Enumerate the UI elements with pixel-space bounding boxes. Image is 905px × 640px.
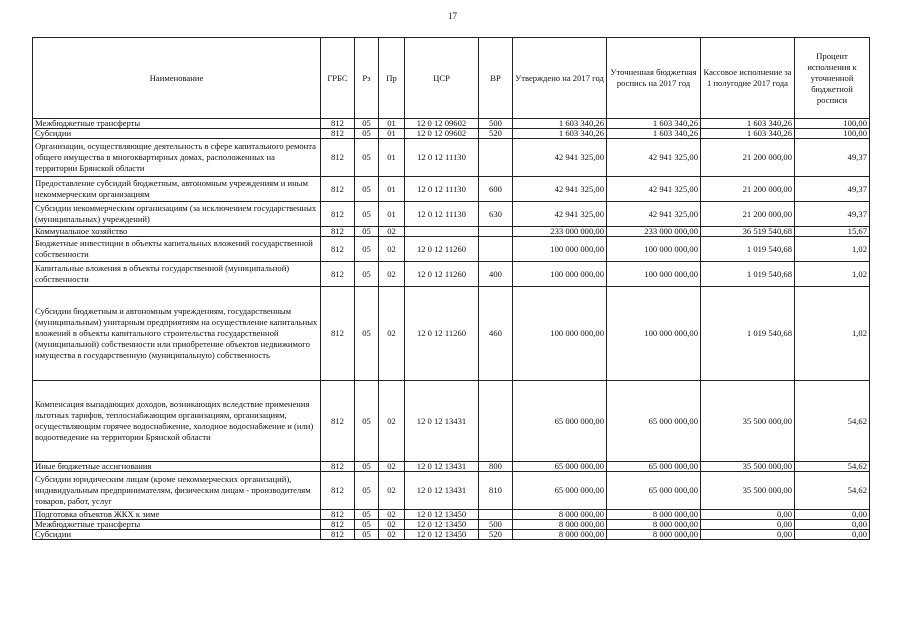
table-row <box>33 227 870 237</box>
row-rz-cell: 05 <box>355 530 379 540</box>
row-pr-cell: 02 <box>379 381 405 462</box>
row-pr-cell: 02 <box>379 510 405 520</box>
row-name-cell: Межбюджетные трансферты <box>33 119 321 129</box>
row-vr-cell: 460 <box>479 287 513 381</box>
row-cash-cell: 0,00 <box>701 530 795 540</box>
row-pr-cell: 02 <box>379 227 405 237</box>
row-rz-cell: 05 <box>355 381 379 462</box>
row-approved-cell: 42 941 325,00 <box>513 202 607 227</box>
row-csr-cell: 12 0 12 13431 <box>405 381 479 462</box>
row-approved-cell: 1 603 340,26 <box>513 119 607 129</box>
row-percent-cell: 100,00 <box>795 129 870 139</box>
row-csr-cell: 12 0 12 09602 <box>405 129 479 139</box>
row-cash-cell: 1 019 540,68 <box>701 237 795 262</box>
row-rz-cell: 05 <box>355 462 379 472</box>
header-csr: ЦСР <box>405 38 479 119</box>
row-name-cell: Субсидии <box>33 129 321 139</box>
row-name-cell: Субсидии некоммерческим организациям (за исключением государственных (муниципальных) учреждений) <box>33 202 321 227</box>
row-vr-cell <box>479 510 513 520</box>
row-refined-cell: 8 000 000,00 <box>607 530 701 540</box>
row-name-cell: Подготовка объектов ЖКХ к зиме <box>33 510 321 520</box>
row-vr-cell: 520 <box>479 530 513 540</box>
row-pr-cell: 02 <box>379 462 405 472</box>
header-pr: Пр <box>379 38 405 119</box>
row-name-cell: Предоставление субсидий бюджетным, автономным учреждениям и иным некоммерческим организациям <box>33 177 321 202</box>
row-rz-cell: 05 <box>355 227 379 237</box>
row-csr-cell: 12 0 12 11130 <box>405 202 479 227</box>
row-rz-cell: 05 <box>355 237 379 262</box>
row-rz-cell: 05 <box>355 177 379 202</box>
row-csr-cell: 12 0 12 13431 <box>405 472 479 510</box>
row-rz-cell: 05 <box>355 510 379 520</box>
row-pr-cell: 01 <box>379 119 405 129</box>
header-name: Наименование <box>33 38 321 119</box>
row-grbs-cell: 812 <box>321 520 355 530</box>
row-approved-cell: 100 000 000,00 <box>513 262 607 287</box>
row-cash-cell: 21 200 000,00 <box>701 139 795 177</box>
row-csr-cell: 12 0 12 13450 <box>405 530 479 540</box>
row-name-cell: Бюджетные инвестиции в объекты капитальных вложений государственной собственности <box>33 237 321 262</box>
row-name-cell: Коммунальное хозяйство <box>33 227 321 237</box>
row-vr-cell: 500 <box>479 520 513 530</box>
header-refined: Уточненная бюджетная роспись на 2017 год <box>607 38 701 119</box>
row-approved-cell: 42 941 325,00 <box>513 139 607 177</box>
row-name-cell: Организации, осуществляющие деятельность в сфере капитального ремонта общего имущества в многоквартирных домах, расположенных на территории Брянской области <box>33 139 321 177</box>
table-row <box>33 129 870 139</box>
row-rz-cell: 05 <box>355 129 379 139</box>
row-cash-cell: 21 200 000,00 <box>701 202 795 227</box>
row-name-cell: Межбюджетные трансферты <box>33 520 321 530</box>
row-vr-cell: 630 <box>479 202 513 227</box>
row-percent-cell: 54,62 <box>795 462 870 472</box>
row-percent-cell: 54,62 <box>795 472 870 510</box>
header-rz: Рз <box>355 38 379 119</box>
row-vr-cell: 800 <box>479 462 513 472</box>
row-refined-cell: 42 941 325,00 <box>607 177 701 202</box>
row-csr-cell: 12 0 12 13450 <box>405 510 479 520</box>
row-grbs-cell: 812 <box>321 262 355 287</box>
row-approved-cell: 1 603 340,26 <box>513 129 607 139</box>
row-pr-cell: 01 <box>379 139 405 177</box>
header-vr: ВР <box>479 38 513 119</box>
table-body <box>33 119 870 540</box>
row-approved-cell: 8 000 000,00 <box>513 530 607 540</box>
row-grbs-cell: 812 <box>321 381 355 462</box>
table-row <box>33 530 870 540</box>
row-refined-cell: 65 000 000,00 <box>607 462 701 472</box>
header-cash: Кассовое исполнение за 1 полугодие 2017 года <box>701 38 795 119</box>
row-grbs-cell: 812 <box>321 119 355 129</box>
row-name-cell: Иные бюджетные ассигнования <box>33 462 321 472</box>
row-refined-cell: 42 941 325,00 <box>607 202 701 227</box>
row-grbs-cell: 812 <box>321 287 355 381</box>
row-refined-cell: 42 941 325,00 <box>607 139 701 177</box>
row-pr-cell: 01 <box>379 129 405 139</box>
row-name-cell: Субсидии юридическим лицам (кроме некоммерческих организаций), индивидуальным предпринимателям, физическим лицам - производителям товаров, работ, услуг <box>33 472 321 510</box>
row-cash-cell: 1 603 340,26 <box>701 119 795 129</box>
row-csr-cell: 12 0 12 13431 <box>405 462 479 472</box>
row-grbs-cell: 812 <box>321 510 355 520</box>
row-pr-cell: 01 <box>379 177 405 202</box>
row-vr-cell: 600 <box>479 177 513 202</box>
table-row <box>33 510 870 520</box>
row-percent-cell: 49,37 <box>795 177 870 202</box>
table-header-row <box>33 38 870 119</box>
page-number: 17 <box>448 11 457 21</box>
row-rz-cell: 05 <box>355 119 379 129</box>
row-vr-cell <box>479 381 513 462</box>
row-vr-cell: 500 <box>479 119 513 129</box>
row-approved-cell: 65 000 000,00 <box>513 381 607 462</box>
row-cash-cell: 0,00 <box>701 520 795 530</box>
row-rz-cell: 05 <box>355 202 379 227</box>
row-vr-cell: 400 <box>479 262 513 287</box>
row-name-cell: Компенсация выпадающих доходов, возникающих вследствие применения льготных тарифов, теплоснабжающим организациям, организациям, осуществляющим горячее водоснабжение, холодное водоснабжение и (или) водоотведение на территории Брянской области <box>33 381 321 462</box>
row-cash-cell: 35 500 000,00 <box>701 462 795 472</box>
row-approved-cell: 65 000 000,00 <box>513 472 607 510</box>
header-grbs: ГРБС <box>321 38 355 119</box>
table-row <box>33 462 870 472</box>
table-row <box>33 381 870 462</box>
row-cash-cell: 1 603 340,26 <box>701 129 795 139</box>
row-approved-cell: 42 941 325,00 <box>513 177 607 202</box>
table-row <box>33 287 870 381</box>
table-row <box>33 520 870 530</box>
row-refined-cell: 8 000 000,00 <box>607 510 701 520</box>
row-grbs-cell: 812 <box>321 202 355 227</box>
row-vr-cell <box>479 139 513 177</box>
row-refined-cell: 8 000 000,00 <box>607 520 701 530</box>
row-csr-cell: 12 0 12 11260 <box>405 237 479 262</box>
row-grbs-cell: 812 <box>321 139 355 177</box>
table-row <box>33 119 870 129</box>
header-approved: Утверждено на 2017 год <box>513 38 607 119</box>
row-csr-cell <box>405 227 479 237</box>
row-refined-cell: 100 000 000,00 <box>607 262 701 287</box>
row-percent-cell: 100,00 <box>795 119 870 129</box>
row-approved-cell: 100 000 000,00 <box>513 287 607 381</box>
row-grbs-cell: 812 <box>321 237 355 262</box>
row-rz-cell: 05 <box>355 139 379 177</box>
row-refined-cell: 1 603 340,26 <box>607 129 701 139</box>
row-name-cell: Субсидии <box>33 530 321 540</box>
row-vr-cell: 810 <box>479 472 513 510</box>
row-pr-cell: 02 <box>379 520 405 530</box>
row-percent-cell: 15,67 <box>795 227 870 237</box>
row-grbs-cell: 812 <box>321 472 355 510</box>
row-pr-cell: 02 <box>379 262 405 287</box>
row-csr-cell: 12 0 12 13450 <box>405 520 479 530</box>
row-rz-cell: 05 <box>355 262 379 287</box>
row-cash-cell: 21 200 000,00 <box>701 177 795 202</box>
row-pr-cell: 02 <box>379 237 405 262</box>
row-grbs-cell: 812 <box>321 462 355 472</box>
row-grbs-cell: 812 <box>321 177 355 202</box>
row-grbs-cell: 812 <box>321 530 355 540</box>
table-row <box>33 177 870 202</box>
row-approved-cell: 233 000 000,00 <box>513 227 607 237</box>
row-approved-cell: 8 000 000,00 <box>513 520 607 530</box>
row-percent-cell: 0,00 <box>795 530 870 540</box>
table-row <box>33 202 870 227</box>
row-rz-cell: 05 <box>355 472 379 510</box>
row-grbs-cell: 812 <box>321 129 355 139</box>
row-cash-cell: 35 500 000,00 <box>701 472 795 510</box>
row-pr-cell: 01 <box>379 202 405 227</box>
row-cash-cell: 35 500 000,00 <box>701 381 795 462</box>
row-approved-cell: 65 000 000,00 <box>513 462 607 472</box>
row-refined-cell: 100 000 000,00 <box>607 287 701 381</box>
row-rz-cell: 05 <box>355 287 379 381</box>
row-csr-cell: 12 0 12 09602 <box>405 119 479 129</box>
row-refined-cell: 1 603 340,26 <box>607 119 701 129</box>
table-row <box>33 139 870 177</box>
row-percent-cell: 1,02 <box>795 237 870 262</box>
row-refined-cell: 65 000 000,00 <box>607 472 701 510</box>
row-pr-cell: 02 <box>379 472 405 510</box>
row-rz-cell: 05 <box>355 520 379 530</box>
row-cash-cell: 1 019 540,68 <box>701 262 795 287</box>
row-vr-cell: 520 <box>479 129 513 139</box>
row-grbs-cell: 812 <box>321 227 355 237</box>
row-cash-cell: 0,00 <box>701 510 795 520</box>
row-refined-cell: 65 000 000,00 <box>607 381 701 462</box>
row-approved-cell: 100 000 000,00 <box>513 237 607 262</box>
row-approved-cell: 8 000 000,00 <box>513 510 607 520</box>
row-csr-cell: 12 0 12 11260 <box>405 287 479 381</box>
budget-table <box>32 37 870 540</box>
row-percent-cell: 0,00 <box>795 510 870 520</box>
row-pr-cell: 02 <box>379 287 405 381</box>
row-name-cell: Субсидии бюджетным и автономным учреждениям, государственным (муниципальным) унитарным предприятиям на осуществление капитальных вложений в объекты капитального строительства государственной (муниципальной) собственности или приобретение объектов недвижимого имущества в государственную (муниципальную) собственность <box>33 287 321 381</box>
row-percent-cell: 49,37 <box>795 202 870 227</box>
table-row <box>33 262 870 287</box>
row-cash-cell: 36 519 540,68 <box>701 227 795 237</box>
row-csr-cell: 12 0 12 11130 <box>405 139 479 177</box>
row-pr-cell: 02 <box>379 530 405 540</box>
row-percent-cell: 1,02 <box>795 262 870 287</box>
row-csr-cell: 12 0 12 11260 <box>405 262 479 287</box>
table-row <box>33 472 870 510</box>
row-csr-cell: 12 0 12 11130 <box>405 177 479 202</box>
table-row <box>33 237 870 262</box>
row-vr-cell <box>479 237 513 262</box>
row-percent-cell: 54,62 <box>795 381 870 462</box>
row-percent-cell: 0,00 <box>795 520 870 530</box>
header-percent: Процент исполнения к уточненной бюджетной росписи <box>795 38 870 119</box>
row-refined-cell: 233 000 000,00 <box>607 227 701 237</box>
row-percent-cell: 49,37 <box>795 139 870 177</box>
row-refined-cell: 100 000 000,00 <box>607 237 701 262</box>
row-name-cell: Капитальные вложения в объекты государственной (муниципальной) собственности <box>33 262 321 287</box>
row-vr-cell <box>479 227 513 237</box>
row-percent-cell: 1,02 <box>795 287 870 381</box>
row-cash-cell: 1 019 540,68 <box>701 287 795 381</box>
